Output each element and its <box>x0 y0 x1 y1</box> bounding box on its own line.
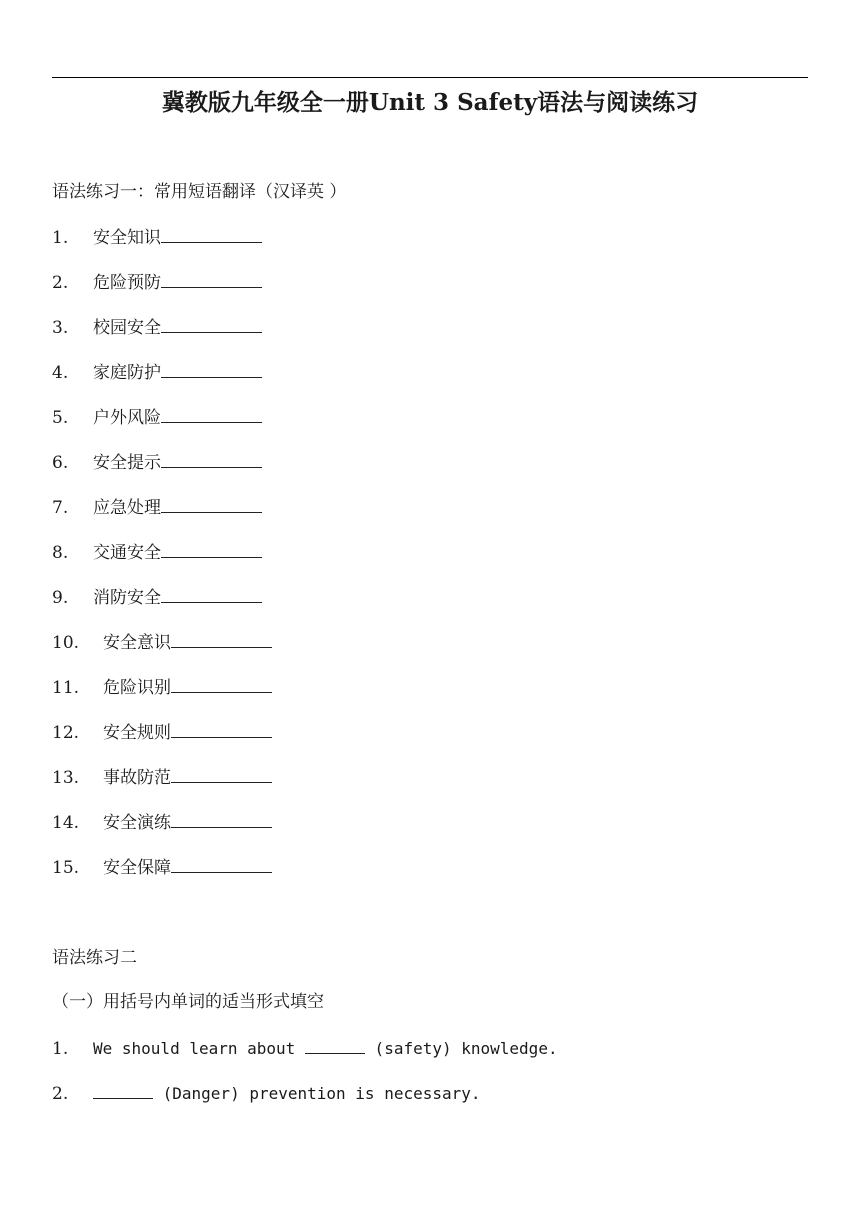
item-number: 6. <box>52 453 69 473</box>
answer-blank[interactable] <box>171 811 272 828</box>
header-rule <box>52 77 808 78</box>
answer-blank[interactable] <box>305 1039 365 1054</box>
list-item <box>52 271 262 295</box>
item-text: 消防安全 <box>93 588 161 608</box>
item-number: 7. <box>52 498 69 518</box>
item-number: 9. <box>52 588 69 608</box>
page-title: 冀教版九年级全一册Unit 3 Safety语法与阅读练习 <box>161 89 699 116</box>
list-item <box>52 676 272 700</box>
item-number: 10. <box>52 633 80 653</box>
list-item <box>52 586 262 610</box>
list-item <box>52 406 262 430</box>
item-number: 1. <box>52 1039 69 1059</box>
answer-blank[interactable] <box>171 721 272 738</box>
list-item <box>52 631 272 655</box>
list-item <box>52 496 262 520</box>
list-item <box>52 316 262 340</box>
item-text: 危险预防 <box>93 273 161 293</box>
item-number: 4. <box>52 363 69 383</box>
section2-heading: 语法练习二 <box>52 948 137 968</box>
item-text: 安全知识 <box>93 228 161 248</box>
answer-blank[interactable] <box>161 541 262 558</box>
answer-blank[interactable] <box>161 316 262 333</box>
item-text: 安全意识 <box>103 633 171 653</box>
list-item <box>52 541 262 565</box>
item-text: 安全保障 <box>103 858 171 878</box>
item-number: 12. <box>52 723 80 743</box>
list-item <box>52 451 262 475</box>
item-text: 应急处理 <box>93 498 161 518</box>
answer-blank[interactable] <box>161 586 262 603</box>
sentence-start: We should learn about <box>93 1039 305 1058</box>
item-text: 安全演练 <box>103 813 171 833</box>
sentence-item <box>52 1082 481 1106</box>
item-number: 1. <box>52 228 69 248</box>
list-item <box>52 361 262 385</box>
item-text: 安全规则 <box>103 723 171 743</box>
sentence-end: (Danger) prevention is necessary. <box>153 1084 481 1103</box>
item-number: 8. <box>52 543 69 563</box>
item-number: 14. <box>52 813 80 833</box>
list-item <box>52 226 262 250</box>
sentence-item <box>52 1037 558 1061</box>
item-number: 11. <box>52 678 80 698</box>
item-number: 13. <box>52 768 80 788</box>
answer-blank[interactable] <box>171 631 272 648</box>
answer-blank[interactable] <box>171 856 272 873</box>
answer-blank[interactable] <box>93 1084 153 1099</box>
item-number: 2. <box>52 1084 69 1104</box>
answer-blank[interactable] <box>171 766 272 783</box>
item-number: 5. <box>52 408 69 428</box>
answer-blank[interactable] <box>161 406 262 423</box>
list-item <box>52 721 272 745</box>
list-item <box>52 766 272 790</box>
answer-blank[interactable] <box>161 226 262 243</box>
section1-heading: 语法练习一：常用短语翻译（汉译英 ） <box>52 182 347 202</box>
section2-subheading: （一）用括号内单词的适当形式填空 <box>52 992 324 1012</box>
item-number: 3. <box>52 318 69 338</box>
item-text: 交通安全 <box>93 543 161 563</box>
answer-blank[interactable] <box>161 271 262 288</box>
item-text: 校园安全 <box>93 318 161 338</box>
sentence-end: (safety) knowledge. <box>364 1039 558 1058</box>
answer-blank[interactable] <box>161 451 262 468</box>
item-number: 2. <box>52 273 69 293</box>
item-text: 户外风险 <box>93 408 161 428</box>
answer-blank[interactable] <box>161 361 262 378</box>
answer-blank[interactable] <box>171 676 272 693</box>
item-text: 事故防范 <box>103 768 171 788</box>
list-item <box>52 856 272 880</box>
item-number: 15. <box>52 858 80 878</box>
answer-blank[interactable] <box>161 496 262 513</box>
item-text: 安全提示 <box>93 453 161 473</box>
list-item <box>52 811 272 835</box>
item-text: 家庭防护 <box>93 363 161 383</box>
item-text: 危险识别 <box>103 678 171 698</box>
